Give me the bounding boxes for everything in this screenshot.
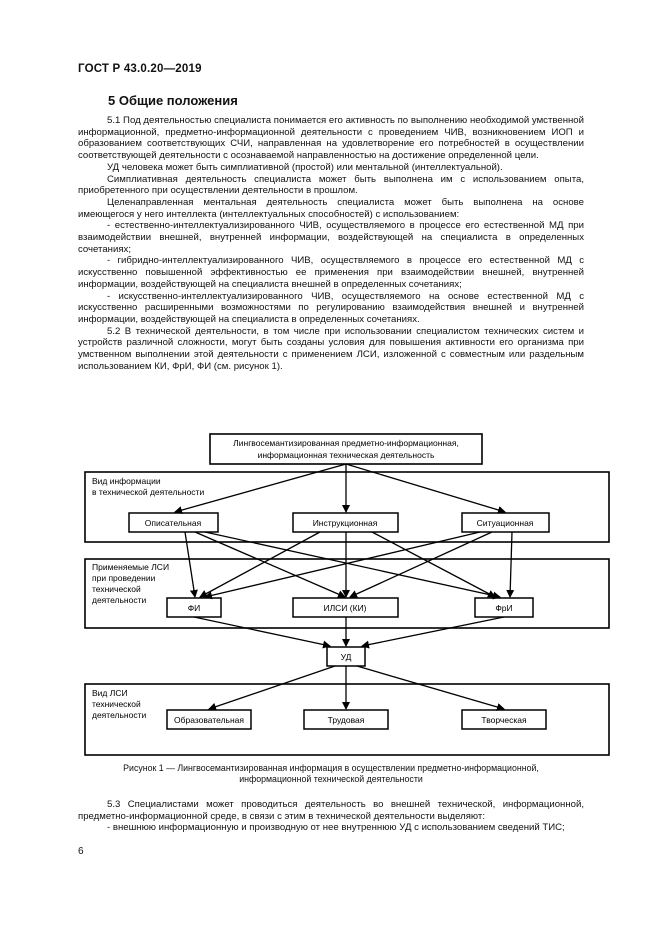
caption-line: Рисунок 1 — Лингвосемантизированная информация в осуществлении предметно-информационной, [123, 763, 539, 773]
top-box-label: информационная техническая деятельность [257, 450, 435, 460]
arrow [357, 666, 504, 709]
group-label: технической [92, 699, 141, 709]
lsi-type-label: ФИ [187, 603, 201, 613]
section-title: 5 Общие положения [108, 93, 238, 108]
paragraph: УД человека может быть симплиативной (простой) или ментальной (интеллектуальной). [107, 161, 503, 173]
info-type-label: Ситуационная [476, 518, 534, 528]
figure-caption [78, 763, 584, 785]
paragraph: 5.1 Под деятельностью специалиста понимается его активность по выполнению необходимой умственной информационной, предметно-информационной деятельности с проведением ЧИВ, возникновением ИОП и образованием соответствующих СЧИ, направленная на удовлетворение его потребностей в осуществлении соответствующей деятельности с осознаваемой направленностью на достижение определенной цели. [78, 115, 584, 162]
group-label: деятельности [92, 595, 147, 605]
paragraph: Симплиативная деятельность специалиста может быть выполнена им с использованием опыта, приобретенного при осуществлении деятельности в прошлом. [78, 173, 584, 197]
group-label: при проведении [92, 573, 156, 583]
top-box-label: Лингвосемантизированная предметно-информационная, [233, 438, 459, 448]
document-header: ГОСТ Р 43.0.20—2019 [78, 63, 202, 75]
paragraph: 5.2 В технической деятельности, в том числе при использовании специалистом технических систем и устройств различной сложности, могут быть созданы условия для повышения активности его организма при умственном выполнении этой деятельности с применением ЛСИ, изложенной с совместным или раздельным использованием КИ, ФрИ, ФИ (см. рисунок 1). [78, 325, 584, 372]
paragraph: - внешнюю информационную и производную от нее внутреннюю УД с использованием сведений ТИС; [107, 822, 565, 834]
paragraph: 5.3 Специалистами может проводиться деятельность во внешней технической, информационной, предметно-информационной среде, в связи с этим в технической деятельности выделяют: [78, 799, 584, 822]
group-label: Применяемые ЛСИ [92, 562, 170, 572]
activity-type-label: Трудовая [327, 715, 365, 725]
body-text-continued [78, 799, 584, 834]
ud-label: УД [340, 652, 352, 662]
paragraph: Целенаправленная ментальная деятельность специалиста может быть выполнена на основе имеющегося у него интеллекта (интеллектуальных способностей) с использованием: [78, 196, 584, 220]
group-label: в технической деятельности [92, 487, 205, 497]
arrow [362, 617, 504, 646]
connectors [175, 464, 512, 709]
lsi-type-label: ФрИ [495, 603, 513, 613]
info-type-label: Описательная [144, 518, 202, 528]
arrow [194, 617, 330, 646]
activity-type-label: Образовательная [174, 715, 244, 725]
lsi-type-label: ИЛСИ (КИ) [323, 603, 367, 613]
group-label: технической [92, 584, 141, 594]
arrow [209, 666, 335, 709]
caption-line: информационной технической деятельности [239, 774, 423, 784]
activity-type-label: Творческая [481, 715, 527, 725]
paragraph: - естественно-интеллектуализированного ЧИВ, осуществляемого в процессе его естественной МД при взаимодействии внешней, внутренней информации, воздействующей на специалиста в определенных сочетаниях; [78, 220, 584, 255]
page-number: 6 [78, 846, 84, 857]
group-label: деятельности [92, 710, 147, 720]
paragraph: - гибридно-интеллектуализированного ЧИВ, осуществляемого в процессе его естественной МД с искусственно повышенной эффективностью ее применения при взаимодействии внешней, внутренней информации, воздействующей на специалиста внешней в определенных сочетаниях; [78, 255, 584, 290]
group-label: Вид ЛСИ [92, 688, 128, 698]
info-type-label: Инструкционная [312, 518, 378, 528]
paragraph: - искусственно-интеллектуализированного ЧИВ, осуществляемого на основе естественной МД с искусственно расширенными возможностями по регулированию взаимодействия внешней и внутренней информации, воздействующей на специалиста в определенных сочетаниях. [78, 290, 584, 325]
group-label: Вид информации [92, 476, 161, 486]
